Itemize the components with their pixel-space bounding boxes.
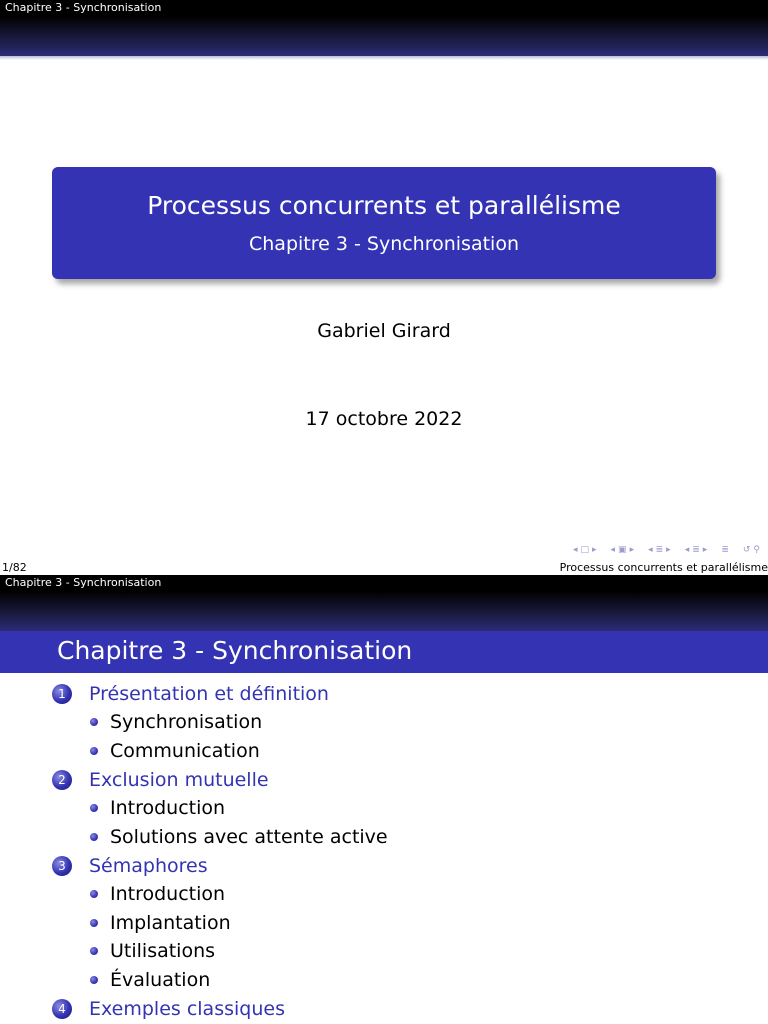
page-number: 1/82 <box>2 561 27 574</box>
footer-title: Processus concurrents et parallélisme <box>559 561 768 574</box>
presentation-title: Processus concurrents et parallélisme <box>147 191 621 220</box>
bullet-icon <box>90 976 98 984</box>
nav-document-icon[interactable]: ≣ <box>721 545 729 555</box>
nav-left-arrow-icon[interactable]: ◂ <box>572 545 578 555</box>
bullet-icon <box>90 747 98 755</box>
table-of-contents <box>52 679 388 1023</box>
section-title[interactable]: Exclusion mutuelle <box>89 768 269 791</box>
bullet-icon <box>90 804 98 812</box>
date: 17 octobre 2022 <box>305 408 463 430</box>
section-number-ball: 4 <box>52 999 72 1019</box>
toc-section[interactable] <box>52 851 388 880</box>
subsection-title[interactable]: Utilisations <box>110 940 216 963</box>
bullet-icon <box>90 947 98 955</box>
nav-frame-icon[interactable]: ▣ <box>618 545 627 555</box>
section-title[interactable]: Présentation et définition <box>89 682 329 705</box>
bullet-icon <box>90 919 98 927</box>
nav-search-icon[interactable]: ⚲ <box>753 545 760 555</box>
section-number-ball: 1 <box>52 684 72 704</box>
section-title[interactable]: Sémaphores <box>89 854 208 877</box>
subsection-title[interactable]: Introduction <box>110 883 226 906</box>
bullet-icon <box>90 718 98 726</box>
author: Gabriel Girard <box>317 320 451 342</box>
toc-subsection[interactable] <box>52 937 388 966</box>
section-title[interactable]: Exemples classiques <box>89 997 285 1020</box>
subsection-title[interactable]: Solutions avec attente active <box>110 825 388 848</box>
nav-left-arrow-icon[interactable]: ◂ <box>648 545 653 555</box>
section-number-ball: 3 <box>52 856 72 876</box>
toc-subsection[interactable] <box>52 794 388 823</box>
frame-title-bar <box>0 631 768 673</box>
toc-section[interactable] <box>52 679 388 708</box>
nav-left-arrow-icon[interactable]: ◂ <box>610 545 616 555</box>
toc-subsection[interactable] <box>52 880 388 909</box>
subsection-title[interactable]: Introduction <box>110 797 226 820</box>
bullet-icon <box>90 890 98 898</box>
toc-subsection[interactable] <box>52 737 388 766</box>
section-number-ball: 2 <box>52 770 72 790</box>
nav-slide-icon[interactable]: □ <box>580 545 589 555</box>
header-section-title[interactable]: Chapitre 3 - Synchronisation <box>5 576 162 589</box>
toc-subsection[interactable] <box>52 708 388 737</box>
subsection-title[interactable]: Implantation <box>110 911 231 934</box>
navigation-bar <box>573 543 760 557</box>
toc-subsection[interactable] <box>52 966 388 995</box>
nav-right-arrow-icon[interactable]: ▸ <box>666 545 671 555</box>
nav-right-arrow-icon[interactable]: ▸ <box>702 545 708 555</box>
bullet-icon <box>90 833 98 841</box>
subsection-title[interactable]: Évaluation <box>110 968 211 991</box>
toc-subsection[interactable] <box>52 909 388 938</box>
nav-right-arrow-icon[interactable]: ▸ <box>591 545 597 555</box>
frame-title: Chapitre 3 - Synchronisation <box>57 636 413 665</box>
toc-section[interactable] <box>52 994 388 1023</box>
header-shadow <box>0 56 768 60</box>
header-band <box>0 591 768 631</box>
header-band <box>0 16 768 56</box>
slide-header <box>0 0 768 16</box>
header-section-title[interactable]: Chapitre 3 - Synchronisation <box>5 1 162 14</box>
toc-subsection[interactable] <box>52 823 388 852</box>
toc-slide <box>0 575 768 1024</box>
subsection-title[interactable]: Synchronisation <box>110 711 263 734</box>
nav-section-icon[interactable]: ≣ <box>655 545 664 555</box>
presentation-subtitle: Chapitre 3 - Synchronisation <box>249 233 519 255</box>
nav-back-icon[interactable]: ↺ <box>742 545 751 555</box>
slide-header <box>0 575 768 591</box>
nav-subsection-icon[interactable]: ≣ <box>692 545 700 555</box>
subsection-title[interactable]: Communication <box>110 739 260 762</box>
title-box <box>52 167 716 279</box>
nav-right-arrow-icon[interactable]: ▸ <box>629 545 635 555</box>
nav-left-arrow-icon[interactable]: ◂ <box>684 545 690 555</box>
slide-footer <box>0 560 768 575</box>
toc-section[interactable] <box>52 765 388 794</box>
